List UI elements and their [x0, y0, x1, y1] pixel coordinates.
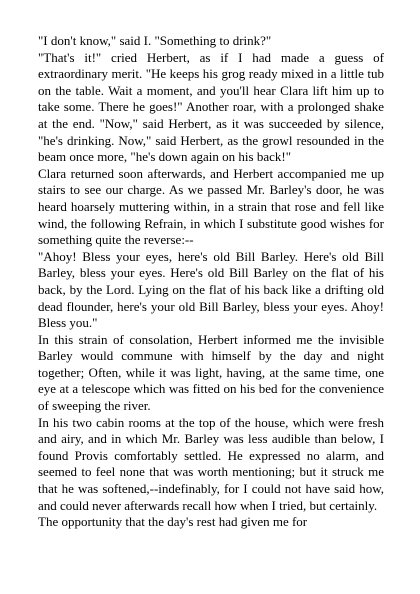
- paragraph-6: In his two cabin rooms at the top of the house, which were fresh and airy, and in which Mr. Barley was less audible than below, I found Provis comfortably settled. He expressed no alarm, and seemed to feel none that was worth mentioning; but it struck me that he was softened,--indefinably, for I could not have said how, and could never afterwards recall how when I tried, but certainly.: [38, 414, 384, 513]
- paragraph-4: "Ahoy! Bless your eyes, here's old Bill Barley. Here's old Bill Barley, bless your eyes. Here's old Bill Barley on the flat of his back, by the Lord. Lying on the flat of his back like a drifting old dead flounder, here's your old Bill Barley, bless your eyes. Ahoy! Bless you.": [38, 248, 384, 331]
- paragraph-2: "That's it!" cried Herbert, as if I had made a guess of extraordinary merit. "He keeps his grog ready mixed in a little tub on the table. Wait a moment, and you'll hear Clara lift him up to take some. There he goes!" Another roar, with a prolonged shake at the end. "Now," said Herbert, as it was succeeded by silence, "he's drinking. Now," said Herbert, as the growl resounded in the beam once more, "he's down again on his back!": [38, 49, 384, 165]
- paragraph-1: "I don't know," said I. "Something to drink?": [38, 33, 272, 48]
- document-page: [38, 33, 384, 531]
- paragraph-5: In this strain of consolation, Herbert informed me the invisible Barley would commune with himself by the day and night together; Often, while it was light, having, at the same time, one eye at a telescope which was fitted on his bed for the convenience of sweeping the river.: [38, 331, 384, 414]
- paragraph-7: The opportunity that the day's rest had given me for: [38, 514, 308, 530]
- paragraph-3: Clara returned soon afterwards, and Herbert accompanied me up stairs to see our charge. As we passed Mr. Barley's door, he was heard hoarsely muttering within, in a strain that rose and fell like wind, the following Refrain, in which I substitute good wishes for something quite the reverse:--: [38, 165, 384, 248]
